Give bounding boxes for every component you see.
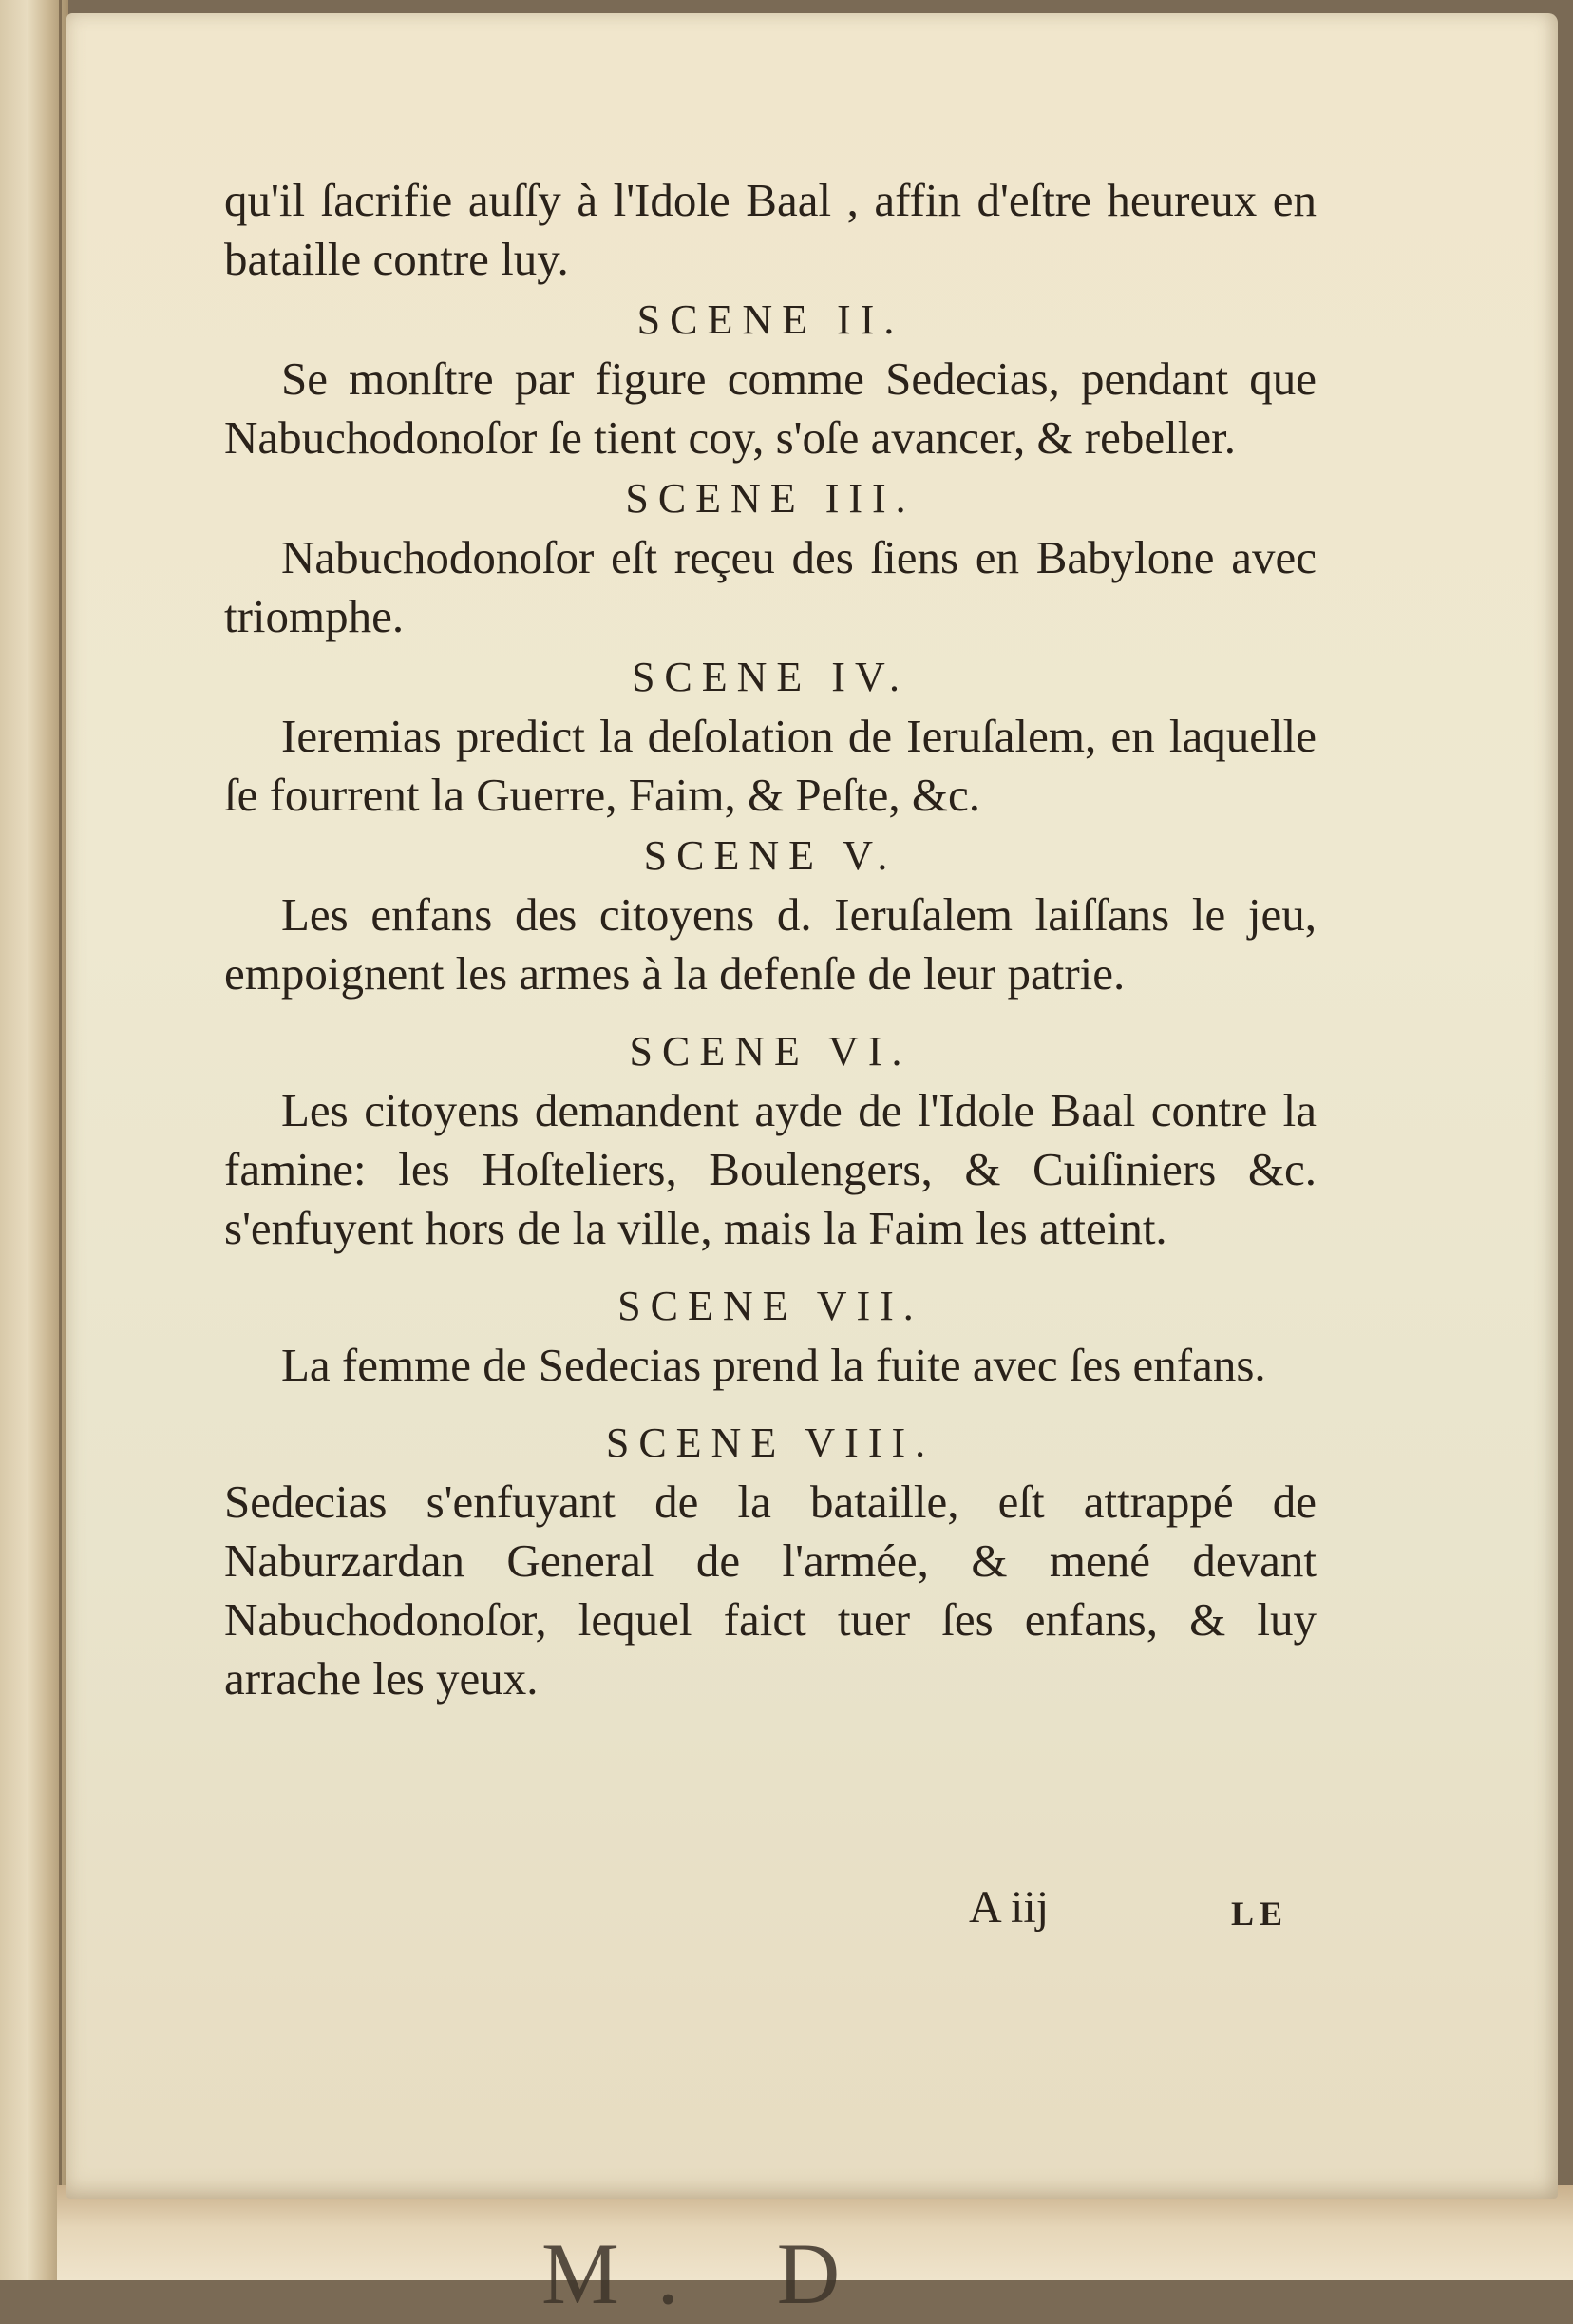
spine-stitching: [59, 0, 62, 2280]
scene-heading: SCENE IV.: [631, 654, 910, 700]
scene-text: Sedecias s'enfuyant de la bataille, eſt attrappé de Naburzardan General de l'armée, & mené devant Nabuchodonoſor, lequel faict tuer ſes enfans, & luy arrache les yeux.: [224, 1476, 1317, 1705]
scene-heading: SCENE III.: [625, 475, 916, 522]
scene-heading: SCENE VI.: [629, 1028, 912, 1075]
scene-text: Les enfans des citoyens d. Ieruſalem laiſſans le jeu, empoignent les armes à la defenſe de leur patrie.: [224, 888, 1317, 1000]
scene-heading: SCENE VIII.: [605, 1419, 936, 1466]
underlying-page-text: M. D: [541, 2225, 879, 2322]
scene-text: Se monſtre par figure comme Sedecias, pendant que Nabuchodonoſor ſe tient coy, s'oſe avancer, & rebeller.: [224, 352, 1317, 464]
scene-text: La femme de Sedecias prend la fuite avec ſes enfans.: [281, 1339, 1266, 1391]
signature-mark: A iij: [969, 1882, 1050, 1933]
scene-text: Nabuchodonoſor eſt reçeu des ſiens en Babylone avec triomphe.: [224, 531, 1317, 642]
intro-paragraph: qu'il ſacrifie auſſy à l'Idole Baal , affin d'eſtre heureux en bataille contre luy.: [224, 174, 1317, 285]
scene-heading: SCENE V.: [643, 832, 898, 879]
scene-text: Ieremias predict la deſolation de Ieruſalem, en laquelle ſe fourrent la Guerre, Faim, & Peſte, &c.: [224, 710, 1317, 821]
scene-heading: SCENE II.: [636, 296, 904, 343]
catchword: LE: [1231, 1895, 1289, 1933]
scene-text: Les citoyens demandent ayde de l'Idole Baal contre la famine: les Hoſteliers, Boulengers, & Cuiſiniers &c. s'enfuyent hors de la ville, mais la Faim les atteint.: [224, 1084, 1317, 1254]
page-text-block: [224, 171, 1317, 1708]
scene-heading: SCENE VII.: [617, 1283, 923, 1329]
